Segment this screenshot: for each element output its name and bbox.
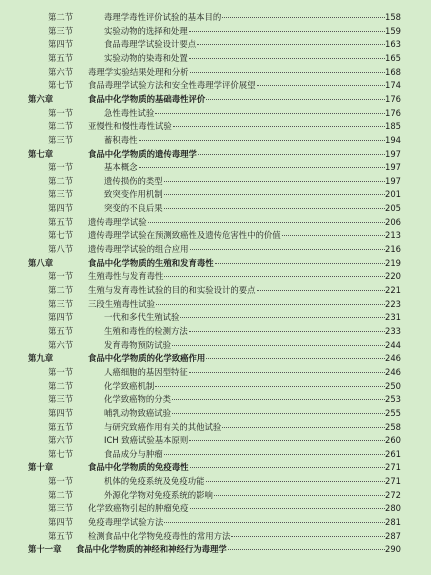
toc-entry-title: 突变的不良后果 <box>104 203 163 214</box>
toc-section-entry[interactable] <box>0 106 431 120</box>
toc-entry-page-number: 163 <box>385 39 401 50</box>
toc-section-entry[interactable] <box>0 51 431 65</box>
toc-entry-title: 发育毒物预防试验 <box>104 339 171 350</box>
dot-leader <box>190 249 386 250</box>
toc-entry-label: 第三节 <box>48 298 74 309</box>
toc-entry-title: 急性毒性试验 <box>104 107 155 118</box>
toc-section-entry[interactable] <box>0 392 431 406</box>
toc-entry-page-number: 201 <box>385 189 401 200</box>
toc-entry-page-number: 176 <box>385 107 401 118</box>
toc-entry-title: 生殖和毒性的检测方法 <box>104 325 188 336</box>
toc-entry-page-number: 176 <box>385 93 401 104</box>
toc-entry-label: 第九章 <box>28 353 54 364</box>
dot-leader <box>172 399 385 400</box>
toc-section-entry[interactable] <box>0 174 431 188</box>
dot-leader <box>155 113 385 114</box>
dot-leader <box>189 331 385 332</box>
toc-entry-title: 食品中化学物质的神经和神经行为毒理学 <box>76 544 227 555</box>
toc-entry-label: 第十一章 <box>28 544 62 555</box>
toc-section-entry[interactable] <box>0 242 431 256</box>
toc-entry-page-number: 168 <box>385 66 401 77</box>
toc-entry-title: 遗传损伤的类型 <box>104 175 163 186</box>
toc-section-entry[interactable] <box>0 65 431 79</box>
toc-section-entry[interactable] <box>0 24 431 38</box>
toc-entry-page-number: 231 <box>385 312 401 323</box>
toc-entry-title: 蓄积毒性 <box>104 134 138 145</box>
toc-entry-page-number: 213 <box>385 230 401 241</box>
toc-section-entry[interactable] <box>0 269 431 283</box>
dot-leader <box>189 372 385 373</box>
dot-leader <box>180 317 385 318</box>
toc-entry-title: 基本概念 <box>104 162 138 173</box>
dot-leader <box>228 549 385 550</box>
toc-entry-label: 第一节 <box>48 476 74 487</box>
toc-entry-label: 第五节 <box>48 216 74 227</box>
toc-entry-title: 毒理学实验结果处理和分析 <box>88 66 189 77</box>
toc-entry-title: 检测食品中化学物免疫毒性的常用方法 <box>88 530 231 541</box>
toc-entry-page-number: 159 <box>385 25 401 36</box>
toc-chapter-entry[interactable] <box>0 542 431 556</box>
toc-entry-label: 第六节 <box>48 435 74 446</box>
toc-entry-label: 第六节 <box>48 66 74 77</box>
toc-entry-label: 第八章 <box>28 257 54 268</box>
toc-entry-title: ICH 致癌试验基本原则 <box>104 435 189 446</box>
toc-entry-title: 一代和多代生殖试验 <box>104 312 180 323</box>
toc-chapter-entry[interactable] <box>0 351 431 365</box>
toc-entry-page-number: 216 <box>385 244 401 255</box>
toc-section-entry[interactable] <box>0 133 431 147</box>
toc-entry-title: 机体的免疫系统及免疫功能 <box>104 476 205 487</box>
dot-leader <box>197 44 385 45</box>
toc-section-entry[interactable] <box>0 283 431 297</box>
toc-entry-label: 第三节 <box>48 503 74 514</box>
toc-entry-page-number: 290 <box>385 544 401 555</box>
toc-entry-title: 化学致癌物的分类 <box>104 394 171 405</box>
dot-leader <box>164 208 385 209</box>
dot-leader <box>164 276 385 277</box>
toc-entry-page-number: 246 <box>385 366 401 377</box>
toc-entry-title: 食品中化学物质的化学致癌作用 <box>88 353 206 364</box>
toc-section-entry[interactable] <box>0 324 431 338</box>
dot-leader <box>198 154 385 155</box>
dot-leader <box>189 58 385 59</box>
dot-leader <box>257 85 386 86</box>
toc-entry-page-number: 158 <box>385 12 401 22</box>
dot-leader <box>156 304 385 305</box>
toc-section-entry[interactable] <box>0 201 431 215</box>
toc-entry-label: 第七节 <box>48 80 74 91</box>
toc-entry-title: 食品中化学物质的免疫毒性 <box>88 462 189 473</box>
toc-entry-title: 遗传毒理学试验在预测致癌性及遗传危害性中的价值 <box>88 230 281 241</box>
toc-section-entry[interactable] <box>0 160 431 174</box>
toc-entry-page-number: 174 <box>385 80 401 91</box>
dot-leader <box>214 495 385 496</box>
dot-leader <box>231 536 385 537</box>
toc-entry-title: 食品毒理学试验设计要点 <box>104 39 197 50</box>
toc-entry-title: 食品成分与肿瘤 <box>104 448 163 459</box>
toc-entry-label: 第四节 <box>48 517 74 528</box>
dot-leader <box>189 440 385 441</box>
dot-leader <box>172 413 385 414</box>
toc-section-entry[interactable] <box>0 365 431 379</box>
toc-entry-label: 第五节 <box>48 530 74 541</box>
dot-leader <box>222 17 385 18</box>
toc-entry-page-number: 185 <box>385 121 401 132</box>
dot-leader <box>257 290 386 291</box>
toc-section-entry[interactable] <box>0 297 431 311</box>
toc-entry-title: 外源化学物对免疫系统的影响 <box>104 489 213 500</box>
toc-entry-title: 化学致癌机制 <box>104 380 155 391</box>
toc-entry-page-number: 197 <box>385 162 401 173</box>
toc-entry-title: 实验动物的选择和处理 <box>104 25 188 36</box>
toc-entry-title: 生殖毒性与发育毒性 <box>88 271 164 282</box>
toc-entry-label: 第二节 <box>48 12 74 22</box>
toc-entry-label: 第二节 <box>48 285 74 295</box>
toc-section-entry[interactable] <box>0 379 431 393</box>
toc-entry-title: 遗传毒理学试验 <box>88 216 147 227</box>
toc-entry-label: 第一节 <box>48 107 74 118</box>
toc-entry-label: 第三节 <box>48 25 74 36</box>
toc-section-entry[interactable] <box>0 433 431 447</box>
toc-entry-label: 第四节 <box>48 312 74 323</box>
toc-entry-title: 食品中化学物质的基础毒性评价 <box>88 93 206 104</box>
toc-entry-title: 实验动物的染毒和处置 <box>104 52 188 63</box>
toc-entry-title: 致突变作用机制 <box>104 189 163 200</box>
dot-leader <box>164 454 385 455</box>
toc-chapter-entry[interactable] <box>0 256 431 270</box>
toc-entry-page-number: 197 <box>385 175 401 186</box>
toc-entry-label: 第七节 <box>48 230 74 241</box>
toc-entry-title: 遗传毒理学试验的组合应用 <box>88 244 189 255</box>
dot-leader <box>173 126 385 127</box>
toc-entry-title: 化学致癌物引起的肿瘤免疫 <box>88 503 189 514</box>
toc-entry-page-number: 223 <box>385 298 401 309</box>
toc-section-entry[interactable] <box>0 420 431 434</box>
dot-leader <box>222 427 385 428</box>
toc-entry-page-number: 206 <box>385 216 401 227</box>
toc-entry-label: 第七节 <box>48 448 74 459</box>
toc-entry-label: 第三节 <box>48 189 74 200</box>
toc-section-entry[interactable] <box>0 488 431 502</box>
toc-entry-page-number: 205 <box>385 203 401 214</box>
toc-entry-label: 第五节 <box>48 325 74 336</box>
toc-section-entry[interactable] <box>0 37 431 51</box>
toc-section-entry[interactable] <box>0 228 431 242</box>
dot-leader <box>172 345 385 346</box>
toc-entry-page-number: 165 <box>385 52 401 63</box>
toc-entry-label: 第六节 <box>48 339 74 350</box>
toc-chapter-entry[interactable] <box>0 92 431 106</box>
toc-entry-label: 第五节 <box>48 52 74 63</box>
toc-entry-page-number: 219 <box>385 257 401 268</box>
toc-entry-page-number: 261 <box>385 448 401 459</box>
toc-entry-page-number: 255 <box>385 407 401 418</box>
toc-chapter-entry[interactable] <box>0 460 431 474</box>
dot-leader <box>206 99 385 100</box>
toc-section-entry[interactable] <box>0 515 431 529</box>
toc-section-entry[interactable] <box>0 474 431 488</box>
toc-entry-page-number: 271 <box>385 476 401 487</box>
toc-entry-title: 食品中化学物质的生殖和发育毒性 <box>88 257 214 268</box>
toc-entry-page-number: 272 <box>385 489 401 500</box>
toc-section-entry[interactable] <box>0 119 431 133</box>
toc-entry-title: 与研究致癌作用有关的其他试验 <box>104 421 222 432</box>
toc-entry-title: 生殖与发育毒性试验的目的和实验设计的要点 <box>88 285 256 295</box>
toc-entry-page-number: 221 <box>385 285 401 295</box>
toc-entry-title: 亚慢性和慢性毒性试验 <box>88 121 172 132</box>
toc-entry-page-number: 281 <box>385 517 401 528</box>
toc-entry-title: 哺乳动物致癌试验 <box>104 407 171 418</box>
toc-entry-label: 第八节 <box>48 244 74 255</box>
toc-chapter-entry[interactable] <box>0 147 431 161</box>
toc-entry-page-number: 253 <box>385 394 401 405</box>
toc-entry-page-number: 220 <box>385 271 401 282</box>
toc-entry-page-number: 246 <box>385 353 401 364</box>
toc-entry-title: 免疫毒理学试验方法 <box>88 517 164 528</box>
toc-entry-label: 第一节 <box>48 271 74 282</box>
toc-entry-label: 第一节 <box>48 162 74 173</box>
dot-leader <box>164 194 385 195</box>
toc-entry-label: 第四节 <box>48 203 74 214</box>
dot-leader <box>282 235 385 236</box>
dot-leader <box>189 31 385 32</box>
toc-entry-label: 第五节 <box>48 421 74 432</box>
dot-leader <box>155 386 385 387</box>
dot-leader <box>206 358 385 359</box>
toc-entry-label: 第七章 <box>28 148 54 159</box>
toc-entry-title: 食品中化学物质的遗传毒理学 <box>88 148 197 159</box>
toc-section-entry[interactable] <box>0 501 431 515</box>
toc-section-entry[interactable] <box>0 187 431 201</box>
toc-entry-page-number: 258 <box>385 421 401 432</box>
toc-entry-label: 第二节 <box>48 175 74 186</box>
toc-section-entry[interactable] <box>0 338 431 352</box>
toc-entry-page-number: 260 <box>385 435 401 446</box>
dot-leader <box>190 467 386 468</box>
dot-leader <box>164 181 385 182</box>
dot-leader <box>148 222 385 223</box>
dot-leader <box>139 167 386 168</box>
toc-entry-page-number: 287 <box>385 530 401 541</box>
toc-entry-page-number: 197 <box>385 148 401 159</box>
toc-section-entry[interactable] <box>0 215 431 229</box>
dot-leader <box>190 72 386 73</box>
toc-entry-title: 食品毒理学试验方法和安全性毒理学评价展望 <box>88 80 256 91</box>
toc-entry-label: 第二节 <box>48 489 74 500</box>
toc-entry-label: 第一节 <box>48 366 74 377</box>
dot-leader <box>164 522 385 523</box>
toc-section-entry[interactable] <box>0 310 431 324</box>
toc-entry-label: 第二节 <box>48 380 74 391</box>
dot-leader <box>215 263 385 264</box>
toc-entry-page-number: 250 <box>385 380 401 391</box>
toc-entry-page-number: 233 <box>385 325 401 336</box>
toc-section-entry[interactable] <box>0 529 431 543</box>
toc-entry-title: 毒理学毒性评价试验的基本目的 <box>104 12 222 22</box>
toc-entry-page-number: 244 <box>385 339 401 350</box>
dot-leader <box>190 508 386 509</box>
toc-entry-page-number: 280 <box>385 503 401 514</box>
toc-entry-label: 第三节 <box>48 134 74 145</box>
toc-section-entry[interactable] <box>0 447 431 461</box>
dot-leader <box>206 481 386 482</box>
toc-entry-label: 第三节 <box>48 394 74 405</box>
toc-entry-label: 第二节 <box>48 121 74 132</box>
toc-entry-title: 人癌细胞的基因型特征 <box>104 366 188 377</box>
toc-section-entry[interactable] <box>0 406 431 420</box>
toc-section-entry[interactable] <box>0 10 431 24</box>
toc-entry-title: 三段生殖毒性试验 <box>88 298 155 309</box>
dot-leader <box>139 140 386 141</box>
toc-entry-page-number: 194 <box>385 134 401 145</box>
toc-section-entry[interactable] <box>0 78 431 92</box>
toc-entry-label: 第四节 <box>48 39 74 50</box>
toc-entry-label: 第十章 <box>28 462 54 473</box>
toc-entry-page-number: 271 <box>385 462 401 473</box>
toc-entry-label: 第四节 <box>48 407 74 418</box>
toc-entry-label: 第六章 <box>28 93 54 104</box>
